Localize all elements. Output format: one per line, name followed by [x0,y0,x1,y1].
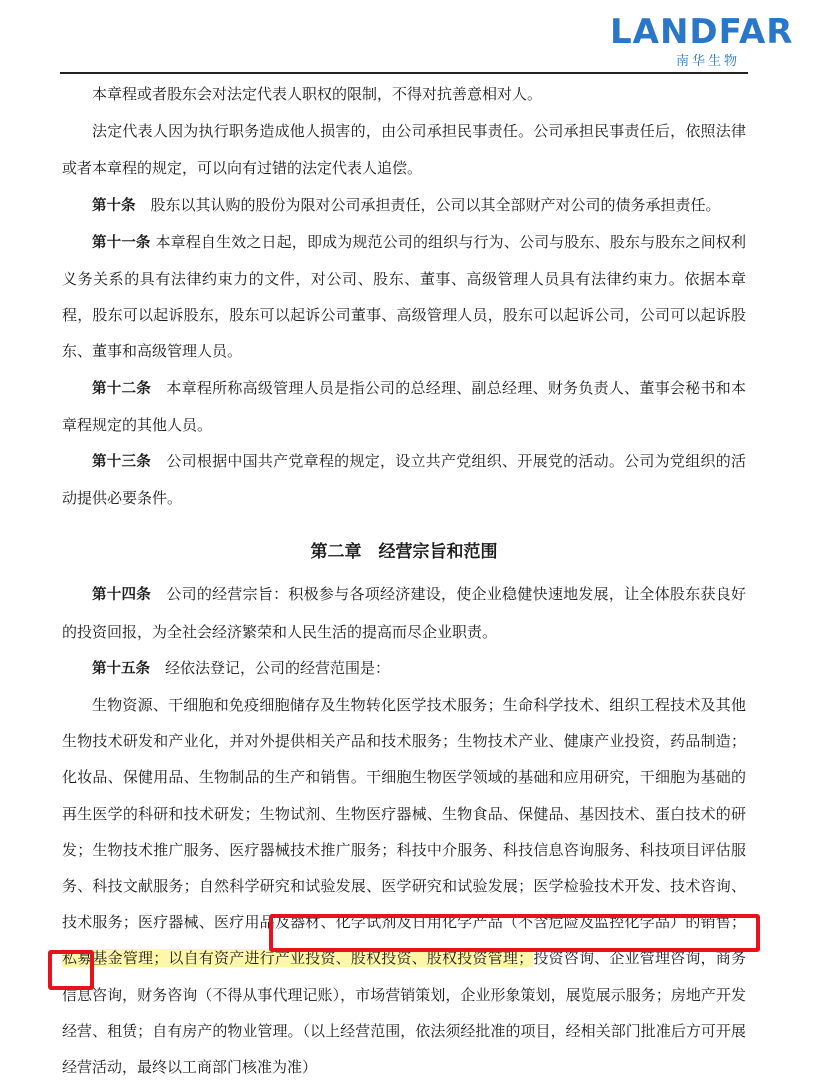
article-label: 第十一条 [92,234,151,251]
paragraph-text: 本章程或者股东会对法定代表人职权的限制，不得对抗善意相对人。 [92,85,543,103]
paragraph-text: 经依法登记，公司的经营范围是： [165,658,391,677]
article-12 [62,370,746,443]
logo-brand: LANDFAR [610,12,794,52]
article-15 [62,650,746,687]
paragraph-text: 公司根据中国共产党章程的规定，设立共产党组织、开展党的活动。公司为党组织的活动提供必要条件。 [62,452,746,508]
company-logo [610,8,794,69]
business-scope [62,687,746,1085]
paragraph-text: 本章程所称高级管理人员是指公司的总经理、副总经理、财务负责人、董事会秘书和本章程规定的其他人员。 [62,378,746,434]
article-label: 第十三条 [92,454,152,471]
article-13 [62,443,746,516]
paragraph [62,76,746,113]
article-11 [62,224,746,370]
scope-text: 生物资源、干细胞和免疫细胞储存及生物转化医学技术服务；生命科学技术、组织工程技术及其他生物技术研发和产业化，并对外提供相关产品和技术服务；生物技术产业、健康产业投资，药品制造；化妆品、保健用品、生物制品的生产和销售。干细胞生物医学领域的基础和应用研究，干细胞为基础的再生医学的科研和技术研发；生物试剂、生物医疗器械、生物食品、保健品、基因技术、蛋白技术的研发；生物技术推广服务、医疗器械技术推广服务；科技中介服务、科技信息咨询服务、科技项目评估服务、科技文献服务；自然科学研究和试验发展、医学研究和试验发展；医学检验技术开发、技术咨询、技术服务；医疗器械、医疗用品及器材、化学试剂及日用化学产品（不含危险及监控化学品）的销售； [62,696,746,932]
article-label: 第十二条 [92,380,152,397]
paragraph-text: 公司的经营宗旨：积极参与各项经济建设，使企业稳健快速地发展，让全体股东获良好的投资回报，为全社会经济繁荣和人民生活的提高而尽企业职责。 [62,585,746,641]
highlighted-scope-text: 私募基金管理；以自有资产进行产业投资、股权投资、股权投资管理； [62,949,534,968]
paragraph-text: 本章程自生效之日起，即成为规范公司的组织与行为、公司与股东、股东与股东之间权利义务关系的具有法律约束力的文件，对公司、股东、董事、高级管理人员具有法律约束力。依据本章程，股东可以起诉股东，股东可以起诉公司董事、高级管理人员，股东可以起诉公司，公司可以起诉股东、董事和高级管理人员。 [62,232,746,361]
article-10 [62,187,746,224]
highlight-box-continued [48,950,94,990]
chapter-title: 第二章 经营宗旨和范围 [310,542,498,563]
logo-subtitle: 南华生物 [676,54,741,69]
paragraph-text: 股东以其认购的股份为限对公司承担责任，公司以其全部财产对公司的债务承担责任。 [150,195,721,214]
article-label: 第十五条 [92,660,150,677]
paragraph [62,113,746,186]
highlight-box [269,914,760,952]
paragraph-text: 法定代表人因为执行职务造成他人损害的，由公司承担民事责任。公司承担民事责任后，依照法律或者本章程的规定，可以向有过错的法定代表人追偿。 [62,122,746,178]
article-label: 第十四条 [92,587,152,604]
header-divider [60,72,748,74]
article-label: 第十条 [92,197,136,214]
article-14 [62,576,746,649]
scope-text-after: 投资咨询、企业管理咨询，商务信息咨询，财务咨询（不得从事代理记账），市场营销策划，企业形象策划，展览展示服务；房地产开发经营、租赁；自有房产的物业管理。（以上经营范围，依法须经批准的项目，经相关部门批准后方可开展经营活动，最终以工商部门核准为准） [62,949,746,1077]
